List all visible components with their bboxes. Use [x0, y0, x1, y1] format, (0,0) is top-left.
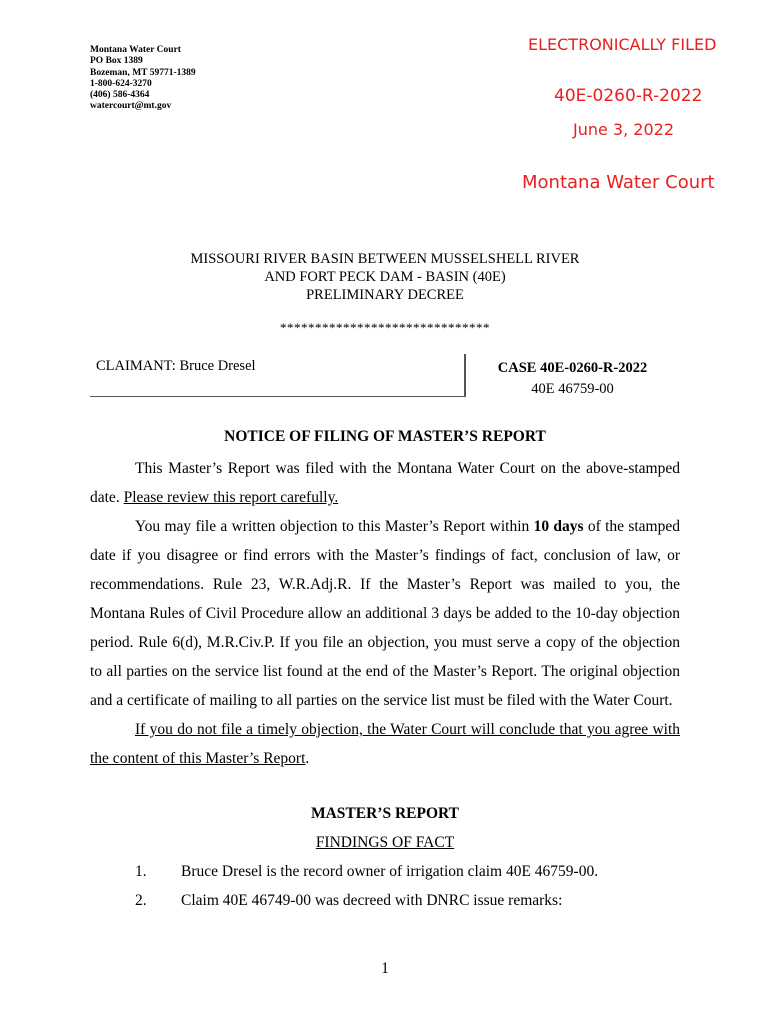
stamp-case-number: 40E-0260-R-2022 [554, 86, 703, 106]
finding-text: Bruce Dresel is the record owner of irrigation claim 40E 46759-00. [181, 863, 599, 880]
notice-text: You may file a written objection to this Master’s Report within [135, 518, 534, 535]
stamp-date: June 3, 2022 [573, 120, 674, 139]
stamp-court: Montana Water Court [522, 172, 715, 193]
deadline-days: 10 days [533, 518, 584, 535]
court-address [90, 45, 196, 113]
caption-line: MISSOURI RIVER BASIN BETWEEN MUSSELSHELL RIVER [190, 251, 580, 267]
address-line: 1-800-624-3270 [90, 78, 152, 89]
findings-heading-wrap [0, 834, 770, 852]
case-block [470, 358, 675, 400]
caption-divider-vertical [464, 354, 466, 397]
claim-number: 40E 46759-00 [531, 381, 614, 397]
notice-body [90, 454, 680, 773]
page-number: 1 [381, 960, 389, 977]
finding-text: Claim 40E 46749-00 was decreed with DNRC issue remarks: [181, 892, 563, 909]
notice-text: . [305, 750, 310, 767]
caption-line: AND FORT PECK DAM - BASIN (40E) [264, 269, 506, 285]
address-line: watercourt@mt.gov [90, 101, 172, 112]
separator-stars: ****************************** [280, 320, 490, 335]
findings-heading: FINDINGS OF FACT [315, 834, 455, 851]
finding-number: 2. [135, 892, 147, 909]
notice-paragraph-3 [90, 715, 680, 773]
claimant-label: CLAIMANT: Bruce Dresel [96, 358, 256, 374]
notice-text: of the stamped date if you disagree or find errors with the Master’s findings of fact, conclusion of law, or recommendations. Rule 23, W.R.Adj.R. If the Master’s Report was mailed to you, the Montana Rules of Civil Procedure allow an additional 3 days be added to the 10-day objection period. Rule 6(d), M.R.Civ.P. If you file an objection, you must serve a copy of the objection to all parties on the service list found at the end of the Master’s Report. The original objection and a certificate of mailing to all parties on the service list must be filed with the Water Court. [90, 518, 680, 709]
notice-paragraph-1 [90, 454, 680, 512]
notice-heading: NOTICE OF FILING OF MASTER’S REPORT [224, 428, 546, 445]
report-heading: MASTER’S REPORT [310, 805, 459, 822]
caption-divider-horizontal [90, 396, 466, 397]
address-line: (406) 586-4364 [90, 90, 150, 101]
case-caption [0, 250, 770, 304]
objection-warning: If you do not file a timely objection, the Water Court will conclude that you agree with the content of this Master’s Report [90, 721, 680, 767]
address-line: Montana Water Court [90, 45, 181, 55]
stamp-filed: ELECTRONICALLY FILED [528, 35, 717, 54]
finding-number: 1. [135, 863, 147, 880]
caption-line: PRELIMINARY DECREE [306, 287, 464, 303]
review-warning: Please review this report carefully. [123, 489, 339, 506]
notice-text: This Master’s Report was filed with the Montana Water Court on the above-stamped date. [90, 460, 680, 506]
case-number: CASE 40E-0260-R-2022 [497, 360, 648, 376]
address-line: Bozeman, MT 59771-1389 [90, 67, 196, 78]
notice-paragraph-2 [90, 512, 680, 715]
address-line: PO Box 1389 [90, 56, 143, 67]
